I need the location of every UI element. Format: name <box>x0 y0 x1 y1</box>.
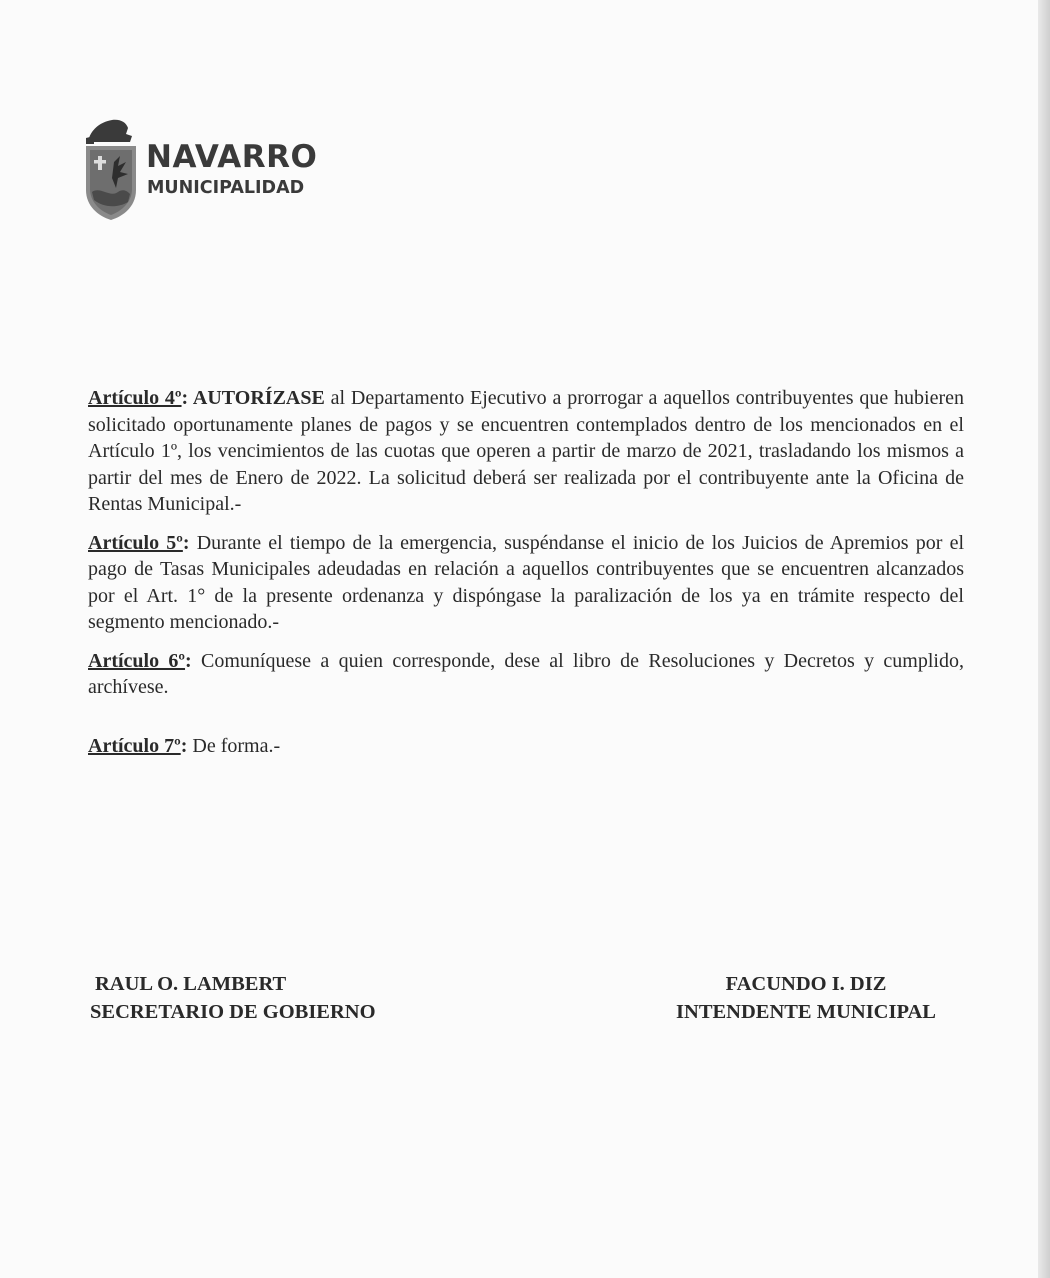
logo-title: NAVARRO <box>146 139 318 175</box>
article-text: Durante el tiempo de la emergencia, suspéndanse el inicio de los Juicios de Apremios por el pago de Tasas Municipales adeudadas en relación a aquellos contribuyentes que se encuentren alcanzados por el Art. 1° de la presente ordenanza y dispóngase la paralización de los ya en trámite respecto del segmento mencionado.- <box>88 531 964 633</box>
article-5: Artículo 5º: Durante el tiempo de la emergencia, suspéndanse el inicio de los Juicios de Apremios por el pago de Tasas Municipales adeudadas en relación a aquellos contribuyentes que se encuentren alcanzados por el Art. 1° de la presente ordenanza y dispóngase la paralización de los ya en trámite respecto del segmento mencionado.- <box>88 531 964 633</box>
article-label: Artículo 7º <box>88 734 181 757</box>
signature-left <box>90 970 376 1026</box>
signatory-title: SECRETARIO DE GOBIERNO <box>90 1001 376 1023</box>
article-label: Artículo 6º <box>88 649 186 672</box>
article-7: Artículo 7º: De forma.- <box>88 734 281 757</box>
article-6: Artículo 6º: Comuníquese a quien corresponde, dese al libro de Resoluciones y Decretos y cumplido, archívese. <box>88 649 964 698</box>
article-label: Artículo 4º <box>88 387 182 409</box>
logo-subtitle: MUNICIPALIDAD <box>147 178 305 198</box>
signature-right <box>649 970 963 1026</box>
article-text: al Departamento Ejecutivo a prorrogar a aquellos contribuyentes que hubieren solicitado oportunamente planes de pagos y se encuentren contemplados dentro de los mencionados en el Artículo 1º, los vencimientos de las cuotas que operen a partir de marzo de 2021, trasladando los mismos a partir del mes de Enero de 2022. La solicitud deberá ser realizada por el contribuyente ante la Oficina de Rentas Municipal.- <box>88 387 964 515</box>
articles-body <box>88 385 964 771</box>
municipality-logo <box>82 116 342 222</box>
article-4: Artículo 4º: AUTORÍZASE al Departamento Ejecutivo a prorrogar a aquellos contribuyentes que hubieren solicitado oportunamente planes de pagos y se encuentren contemplados dentro de los mencionados en el Artículo 1º, los vencimientos de las cuotas que operen a partir de marzo de 2021, trasladando los mismos a partir del mes de Enero de 2022. La solicitud deberá ser realizada por el contribuyente ante la Oficina de Rentas Municipal.- <box>88 387 964 515</box>
signatory-title: INTENDENTE MUNICIPAL <box>676 1001 936 1023</box>
coat-of-arms-icon <box>82 116 142 222</box>
article-text: De forma.- <box>192 734 281 757</box>
page-edge <box>1038 0 1050 1278</box>
signatory-name: RAUL O. LAMBERT <box>95 973 287 995</box>
article-text: Comuníquese a quien corresponde, dese al libro de Resoluciones y Decretos y cumplido, archívese. <box>88 649 964 698</box>
signatory-name: FACUNDO I. DIZ <box>725 973 887 995</box>
article-bold-lead: AUTORÍZASE <box>192 387 325 409</box>
article-label: Artículo 5º <box>88 531 183 554</box>
